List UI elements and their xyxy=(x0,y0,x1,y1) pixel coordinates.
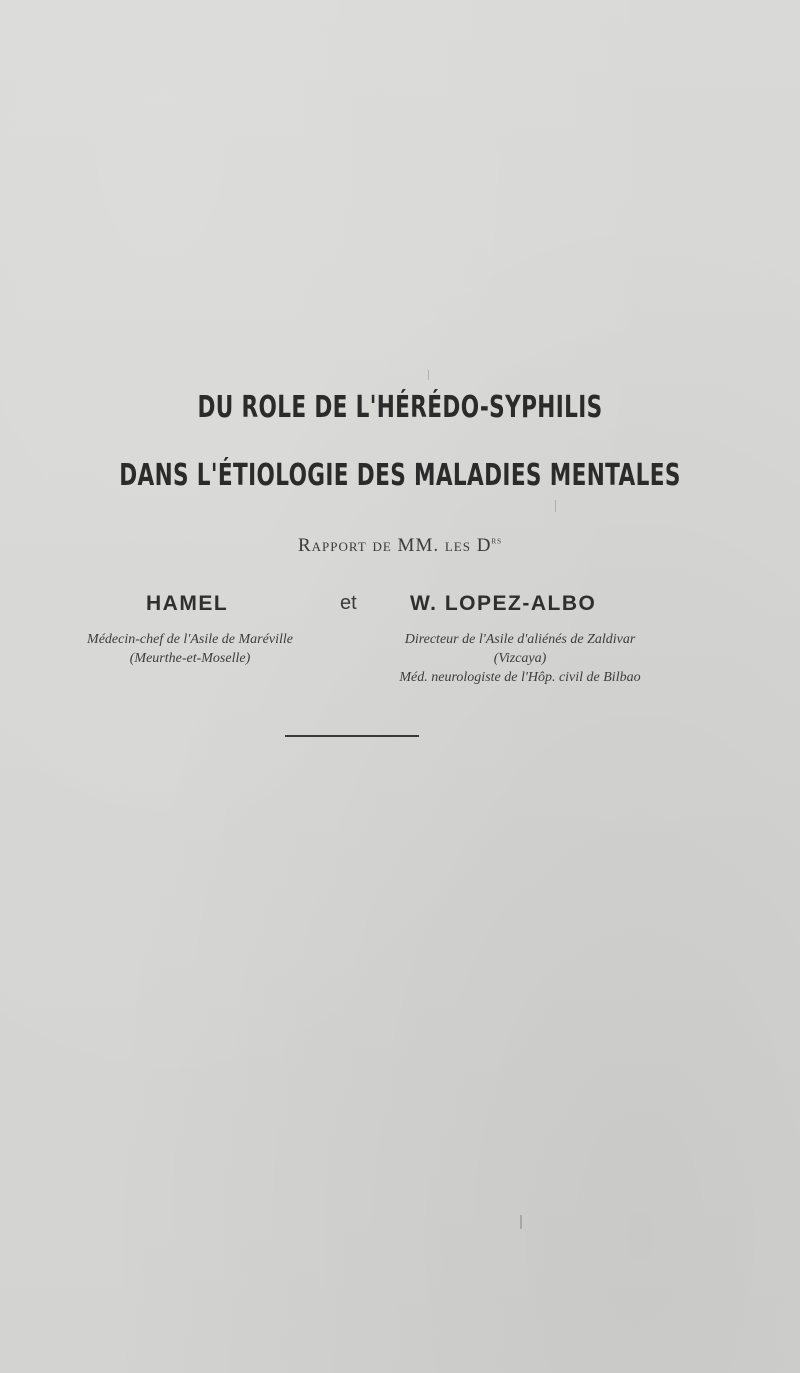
affiliation-right-line-3: Méd. neurologiste de l'Hôp. civil de Bilbao xyxy=(399,670,641,685)
title-line-1: DU ROLE DE L'HÉRÉDO-SYPHILIS xyxy=(197,390,603,425)
separator-rule xyxy=(285,735,419,737)
author-name-left: HAMEL xyxy=(146,592,229,615)
report-byline-text: Rapport de MM. les D xyxy=(297,535,492,556)
author-conjunction: et xyxy=(340,592,357,614)
paper-speck xyxy=(555,500,556,512)
affiliation-right-line-2: (Vizcaya) xyxy=(493,651,547,666)
affiliation-right xyxy=(365,630,675,687)
affiliation-left-line-2: (Meurthe-et-Moselle) xyxy=(129,651,251,666)
affiliation-left-line-1: Médecin-chef de l'Asile de Maréville xyxy=(87,632,293,647)
affiliation-left xyxy=(60,630,320,668)
paper-speck xyxy=(520,1215,522,1229)
affiliation-right-line-1: Directeur de l'Asile d'aliénés de Zaldivar xyxy=(404,632,636,647)
author-name-right: W. LOPEZ-ALBO xyxy=(410,592,597,615)
title-line-2: DANS L'ÉTIOLOGIE DES MALADIES MENTALES xyxy=(119,458,681,493)
report-byline xyxy=(0,535,800,557)
report-byline-sup: rs xyxy=(491,535,502,547)
paper-speck xyxy=(428,370,429,380)
